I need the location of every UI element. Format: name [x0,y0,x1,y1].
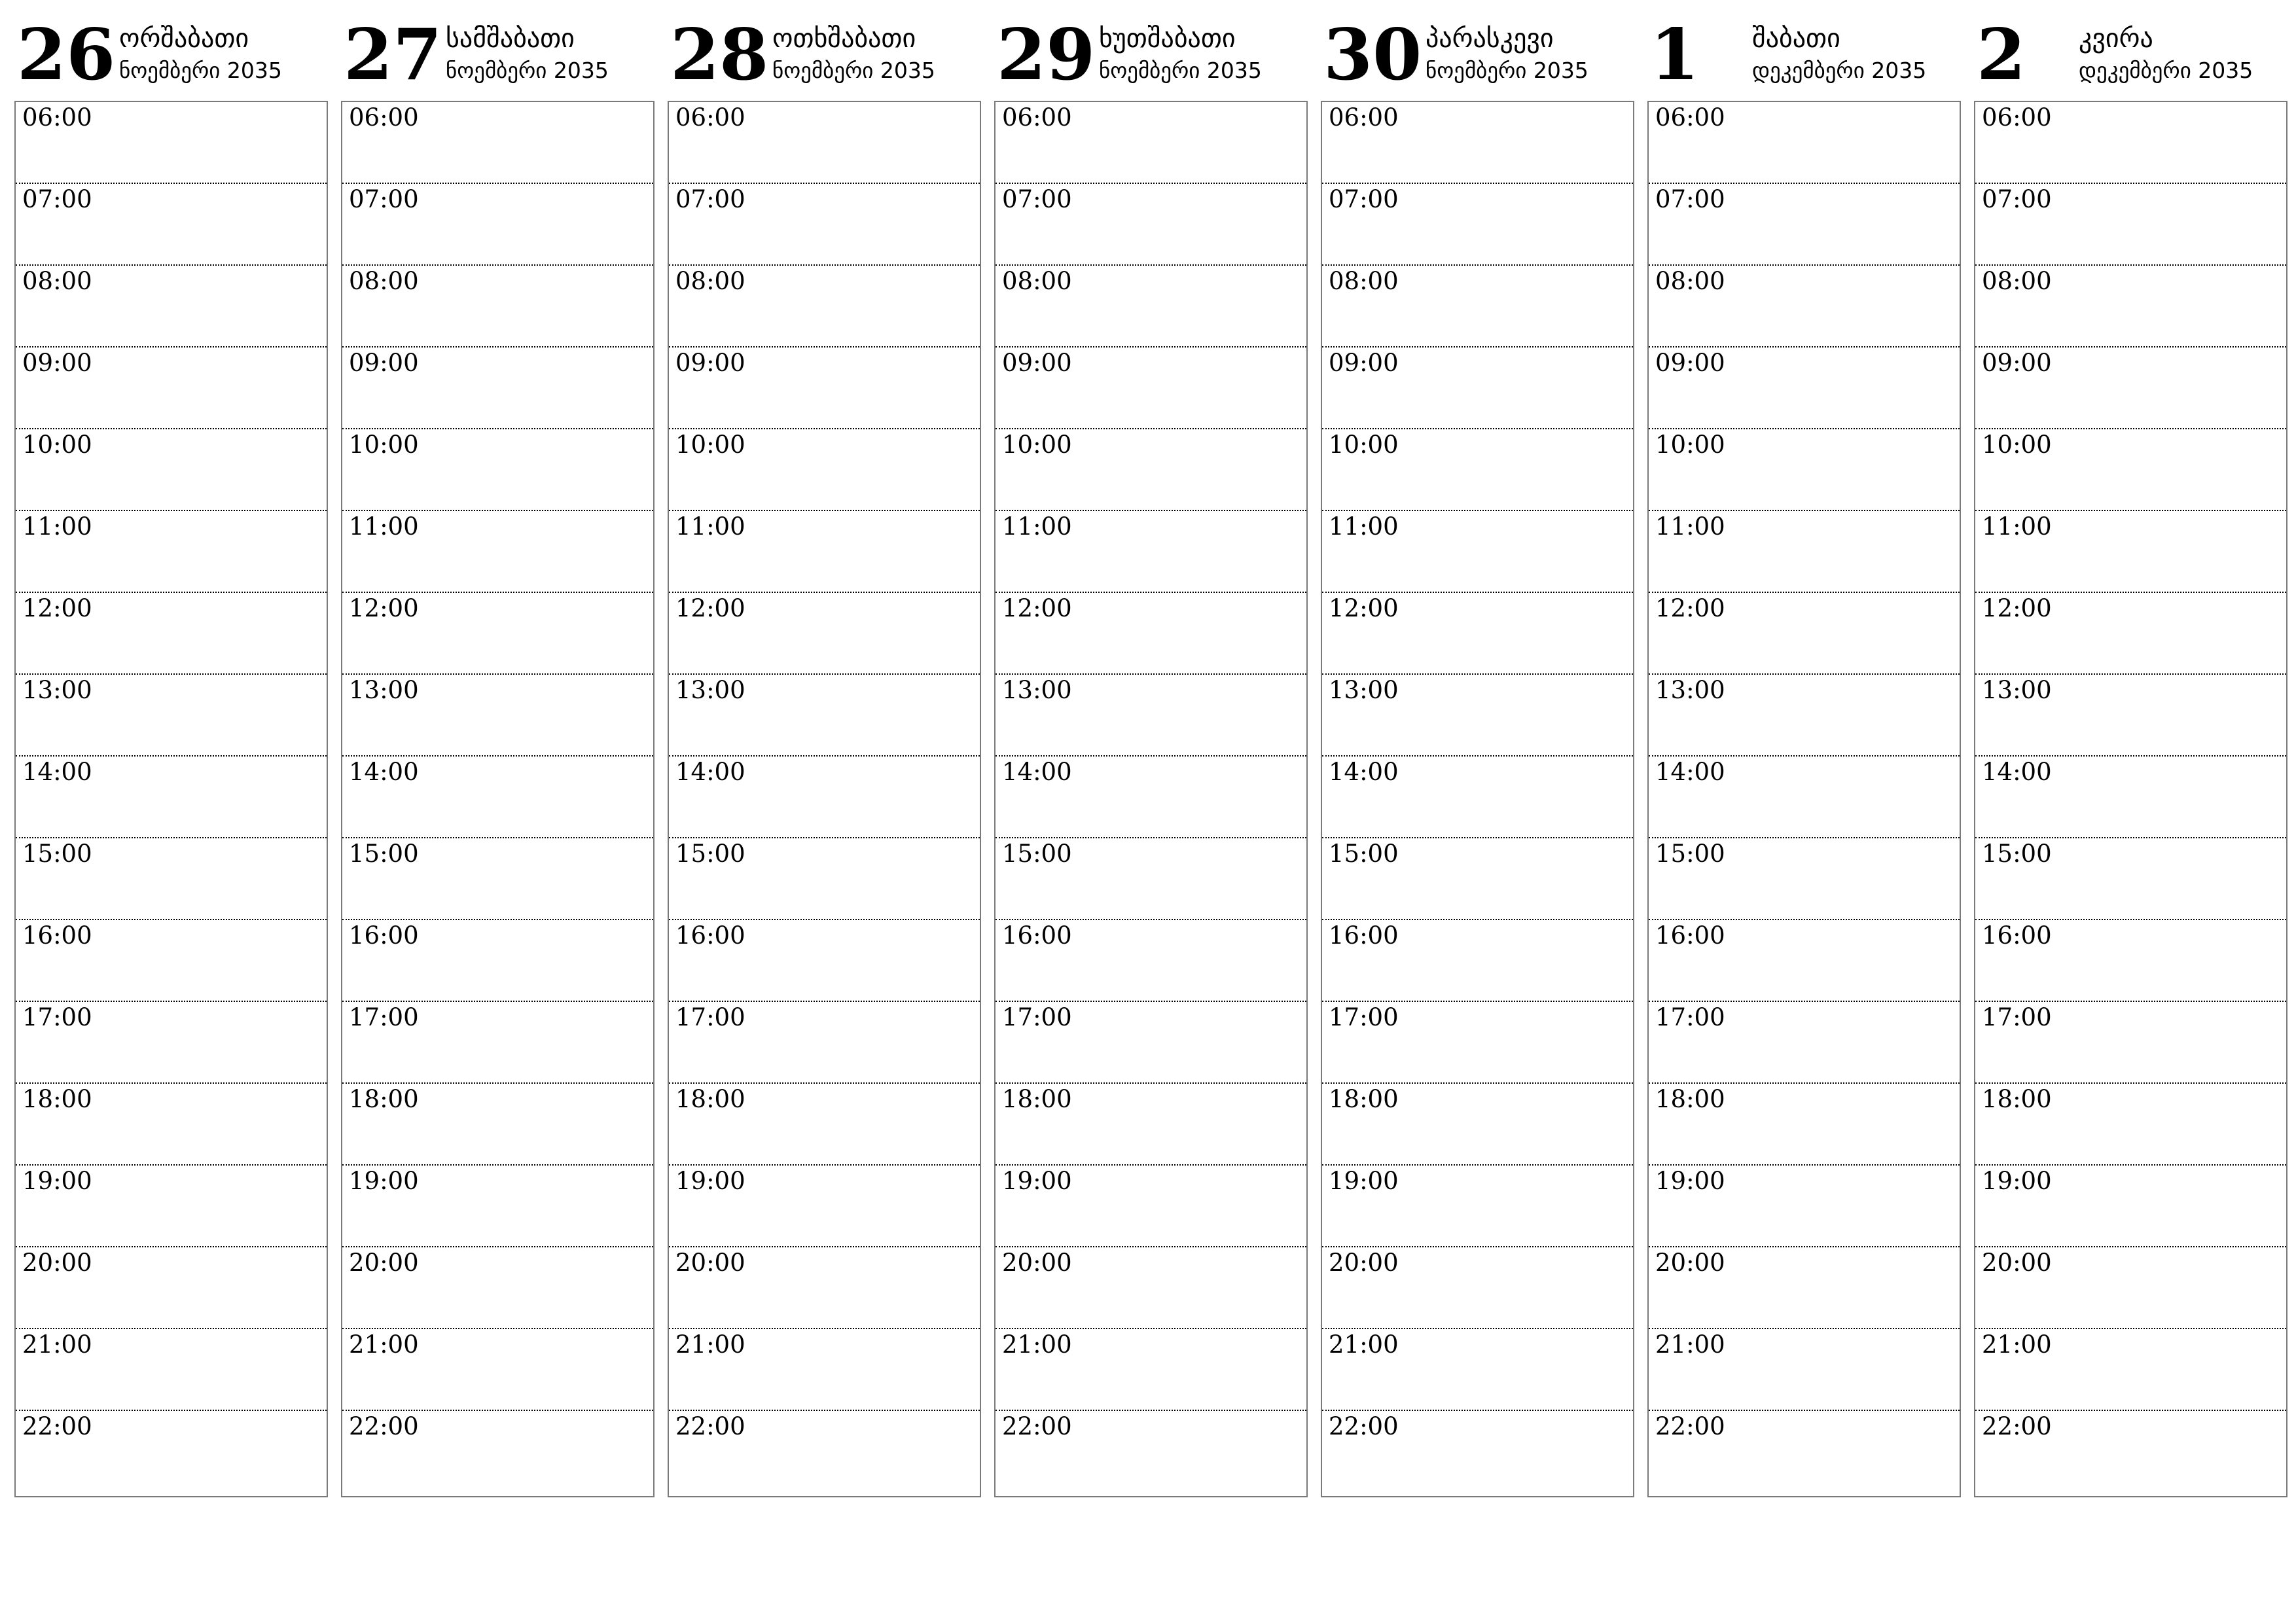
time-label: 16:00 [1655,921,1725,950]
time-label: 21:00 [1655,1330,1725,1359]
time-label: 17:00 [1655,1003,1725,1031]
time-slot [1649,1411,1960,1493]
time-slot [16,675,327,757]
time-label: 13:00 [1982,676,2052,704]
time-slot [16,184,327,266]
weekday-name: სამშაბათი [446,24,575,54]
time-label: 11:00 [1982,512,2052,541]
time-label: 06:00 [1329,103,1399,132]
time-slot [1975,757,2286,838]
time-label: 11:00 [675,512,745,541]
time-slot [1322,838,1633,920]
time-slot [342,184,653,266]
time-slot [669,266,980,348]
time-slot [996,1166,1306,1247]
time-label: 13:00 [1655,676,1725,704]
time-label: 18:00 [1982,1085,2052,1113]
day-number: 26 [17,14,116,96]
time-label: 08:00 [1982,267,2052,295]
time-slot [1649,1247,1960,1329]
time-slot [1322,1411,1633,1493]
time-slot [342,1002,653,1084]
time-slot [1975,348,2286,429]
time-label: 08:00 [22,267,92,295]
time-label: 16:00 [1002,921,1072,950]
time-label: 06:00 [675,103,745,132]
time-label: 22:00 [22,1412,92,1440]
time-label: 12:00 [22,594,92,622]
time-label: 19:00 [675,1167,745,1195]
time-label: 14:00 [1329,758,1399,786]
time-slot [1975,593,2286,675]
time-label: 08:00 [1655,267,1725,295]
time-slot [1649,348,1960,429]
weekday-name: ხუთშაბათი [1099,24,1236,54]
time-label: 22:00 [1329,1412,1399,1440]
time-label: 09:00 [1329,349,1399,377]
time-label: 21:00 [22,1330,92,1359]
time-label: 17:00 [349,1003,419,1031]
day-header [994,0,1308,98]
time-slot [1322,1084,1633,1166]
time-slot [1322,920,1633,1002]
time-slot [996,838,1306,920]
time-label: 22:00 [1982,1412,2052,1440]
time-slot [1649,1329,1960,1411]
time-label: 20:00 [1655,1249,1725,1277]
time-label: 15:00 [675,840,745,868]
month-year: ნოემბერი 2035 [119,58,282,83]
time-slot [1322,1002,1633,1084]
time-label: 09:00 [1655,349,1725,377]
time-label: 14:00 [1982,758,2052,786]
time-slot [16,757,327,838]
time-slot [16,1329,327,1411]
time-label: 14:00 [349,758,419,786]
time-label: 12:00 [675,594,745,622]
time-label: 09:00 [349,349,419,377]
month-year: დეკემბერი 2035 [1752,58,1927,83]
time-slot [16,348,327,429]
time-label: 12:00 [349,594,419,622]
time-slot [1322,511,1633,593]
day-number: 27 [344,14,442,96]
time-label: 16:00 [1329,921,1399,950]
time-slot [669,1166,980,1247]
day-schedule [1974,101,2287,1497]
time-label: 20:00 [1329,1249,1399,1277]
time-label: 18:00 [1655,1085,1725,1113]
time-label: 12:00 [1002,594,1072,622]
time-label: 07:00 [675,185,745,213]
day-number: 29 [997,14,1096,96]
time-slot [1975,838,2286,920]
time-label: 07:00 [22,185,92,213]
time-slot [1649,102,1960,184]
time-slot [669,184,980,266]
month-year: ნოემბერი 2035 [1099,58,1262,83]
time-slot [16,838,327,920]
time-label: 18:00 [1329,1085,1399,1113]
time-label: 19:00 [349,1167,419,1195]
time-label: 07:00 [349,185,419,213]
time-slot [342,102,653,184]
time-label: 22:00 [1002,1412,1072,1440]
day-header [14,0,328,98]
time-slot [996,675,1306,757]
time-slot [342,1247,653,1329]
time-label: 13:00 [349,676,419,704]
time-label: 20:00 [349,1249,419,1277]
time-label: 17:00 [1002,1003,1072,1031]
time-label: 07:00 [1002,185,1072,213]
time-slot [342,1329,653,1411]
day-number: 2 [1977,14,2026,96]
time-slot [669,1247,980,1329]
time-slot [1322,757,1633,838]
time-slot [996,429,1306,511]
time-label: 21:00 [349,1330,419,1359]
time-slot [1649,1084,1960,1166]
time-label: 20:00 [675,1249,745,1277]
time-label: 14:00 [1655,758,1725,786]
time-label: 10:00 [675,431,745,459]
time-label: 14:00 [22,758,92,786]
time-label: 06:00 [1002,103,1072,132]
time-slot [996,920,1306,1002]
time-label: 16:00 [675,921,745,950]
day-header [341,0,655,98]
time-label: 06:00 [1655,103,1725,132]
time-slot [996,184,1306,266]
time-label: 14:00 [675,758,745,786]
time-label: 11:00 [1329,512,1399,541]
month-year: ნოემბერი 2035 [1426,58,1588,83]
month-year: ნოემბერი 2035 [772,58,935,83]
time-label: 10:00 [22,431,92,459]
time-slot [1649,429,1960,511]
day-schedule [1321,101,1634,1497]
time-slot [1975,1002,2286,1084]
time-slot [669,348,980,429]
time-slot [996,266,1306,348]
time-slot [669,511,980,593]
time-slot [996,1411,1306,1493]
time-slot [669,593,980,675]
time-slot [342,1411,653,1493]
time-label: 09:00 [22,349,92,377]
time-label: 19:00 [1002,1167,1072,1195]
time-slot [669,675,980,757]
time-label: 10:00 [1329,431,1399,459]
time-label: 12:00 [1329,594,1399,622]
time-label: 18:00 [22,1085,92,1113]
time-label: 11:00 [349,512,419,541]
time-label: 15:00 [22,840,92,868]
time-label: 11:00 [1655,512,1725,541]
day-header [1321,0,1634,98]
time-slot [342,266,653,348]
time-label: 11:00 [22,512,92,541]
time-label: 10:00 [1002,431,1072,459]
time-label: 20:00 [1002,1249,1072,1277]
time-label: 06:00 [1982,103,2052,132]
time-slot [342,429,653,511]
time-label: 18:00 [675,1085,745,1113]
time-slot [1322,593,1633,675]
time-slot [1975,102,2286,184]
time-label: 13:00 [675,676,745,704]
time-label: 10:00 [1655,431,1725,459]
day-number: 1 [1650,14,1700,96]
time-slot [342,920,653,1002]
time-label: 19:00 [1982,1167,2052,1195]
time-slot [16,102,327,184]
time-label: 15:00 [1655,840,1725,868]
time-slot [342,593,653,675]
time-label: 09:00 [675,349,745,377]
time-label: 10:00 [349,431,419,459]
time-slot [1975,184,2286,266]
time-slot [1649,511,1960,593]
time-slot [996,593,1306,675]
time-slot [16,1084,327,1166]
day-schedule [668,101,981,1497]
weekday-name: ორშაბათი [119,24,249,54]
time-label: 15:00 [1002,840,1072,868]
time-label: 20:00 [22,1249,92,1277]
time-slot [1649,757,1960,838]
time-slot [996,757,1306,838]
time-slot [1322,1166,1633,1247]
time-slot [669,102,980,184]
time-label: 07:00 [1329,185,1399,213]
time-label: 12:00 [1982,594,2052,622]
time-label: 09:00 [1982,349,2052,377]
time-label: 18:00 [349,1085,419,1113]
time-slot [342,675,653,757]
time-slot [342,1084,653,1166]
day-schedule [14,101,328,1497]
time-slot [996,102,1306,184]
time-slot [669,1002,980,1084]
time-slot [1322,266,1633,348]
time-slot [1975,511,2286,593]
time-slot [1975,1084,2286,1166]
time-slot [1649,184,1960,266]
time-slot [1649,675,1960,757]
time-label: 15:00 [1982,840,2052,868]
time-slot [996,348,1306,429]
time-label: 19:00 [1655,1167,1725,1195]
weekday-name: კვირა [2079,24,2153,54]
day-schedule [341,101,655,1497]
time-slot [996,511,1306,593]
time-label: 21:00 [1982,1330,2052,1359]
time-slot [342,348,653,429]
time-slot [669,838,980,920]
time-label: 17:00 [1329,1003,1399,1031]
day-schedule [994,101,1308,1497]
time-label: 06:00 [349,103,419,132]
time-slot [16,1166,327,1247]
time-slot [1975,1411,2286,1493]
time-slot [342,757,653,838]
time-slot [996,1247,1306,1329]
time-label: 14:00 [1002,758,1072,786]
time-slot [1975,920,2286,1002]
time-label: 18:00 [1002,1085,1072,1113]
time-slot [1649,1002,1960,1084]
time-slot [16,1002,327,1084]
time-slot [1649,593,1960,675]
time-slot [16,920,327,1002]
time-slot [669,920,980,1002]
time-slot [16,511,327,593]
time-label: 16:00 [22,921,92,950]
month-year: დეკემბერი 2035 [2079,58,2253,83]
time-label: 21:00 [1002,1330,1072,1359]
time-label: 11:00 [1002,512,1072,541]
time-slot [16,429,327,511]
time-slot [16,1411,327,1493]
time-slot [669,429,980,511]
day-schedule [1647,101,1961,1497]
time-label: 12:00 [1655,594,1725,622]
time-label: 07:00 [1655,185,1725,213]
time-label: 06:00 [22,103,92,132]
time-slot [1975,1166,2286,1247]
time-slot [996,1084,1306,1166]
time-label: 08:00 [349,267,419,295]
time-label: 09:00 [1002,349,1072,377]
time-slot [1322,102,1633,184]
time-slot [1975,1247,2286,1329]
time-slot [669,757,980,838]
time-slot [1322,184,1633,266]
time-slot [1649,920,1960,1002]
time-label: 19:00 [22,1167,92,1195]
time-slot [1975,1329,2286,1411]
month-year: ნოემბერი 2035 [446,58,609,83]
day-header [1647,0,1961,98]
time-label: 07:00 [1982,185,2052,213]
weekday-name: ოთხშაბათი [772,24,916,54]
time-slot [16,266,327,348]
time-label: 16:00 [349,921,419,950]
time-label: 08:00 [675,267,745,295]
time-slot [669,1329,980,1411]
time-label: 16:00 [1982,921,2052,950]
time-slot [669,1411,980,1493]
day-number: 28 [670,14,769,96]
time-slot [16,1247,327,1329]
time-slot [1975,266,2286,348]
time-label: 17:00 [675,1003,745,1031]
time-slot [1322,675,1633,757]
time-slot [1649,838,1960,920]
time-label: 22:00 [1655,1412,1725,1440]
time-label: 10:00 [1982,431,2052,459]
time-label: 13:00 [1002,676,1072,704]
time-label: 13:00 [1329,676,1399,704]
time-label: 08:00 [1002,267,1072,295]
time-label: 15:00 [349,840,419,868]
time-slot [1649,266,1960,348]
time-label: 08:00 [1329,267,1399,295]
weekday-name: შაბათი [1752,24,1840,54]
time-label: 21:00 [675,1330,745,1359]
time-slot [1322,429,1633,511]
time-label: 19:00 [1329,1167,1399,1195]
time-slot [1322,1247,1633,1329]
time-slot [1322,348,1633,429]
weekday-name: პარასკევი [1426,24,1554,54]
day-header [1974,0,2287,98]
day-number: 30 [1323,14,1422,96]
time-label: 17:00 [22,1003,92,1031]
day-header [668,0,981,98]
time-label: 13:00 [22,676,92,704]
time-slot [669,1084,980,1166]
time-slot [342,1166,653,1247]
time-slot [1975,429,2286,511]
time-label: 15:00 [1329,840,1399,868]
time-label: 22:00 [349,1412,419,1440]
time-slot [996,1002,1306,1084]
time-slot [1322,1329,1633,1411]
time-slot [1975,675,2286,757]
time-slot [996,1329,1306,1411]
time-slot [1649,1166,1960,1247]
time-label: 17:00 [1982,1003,2052,1031]
time-slot [342,511,653,593]
time-slot [16,593,327,675]
time-label: 21:00 [1329,1330,1399,1359]
time-slot [342,838,653,920]
time-label: 20:00 [1982,1249,2052,1277]
time-label: 22:00 [675,1412,745,1440]
